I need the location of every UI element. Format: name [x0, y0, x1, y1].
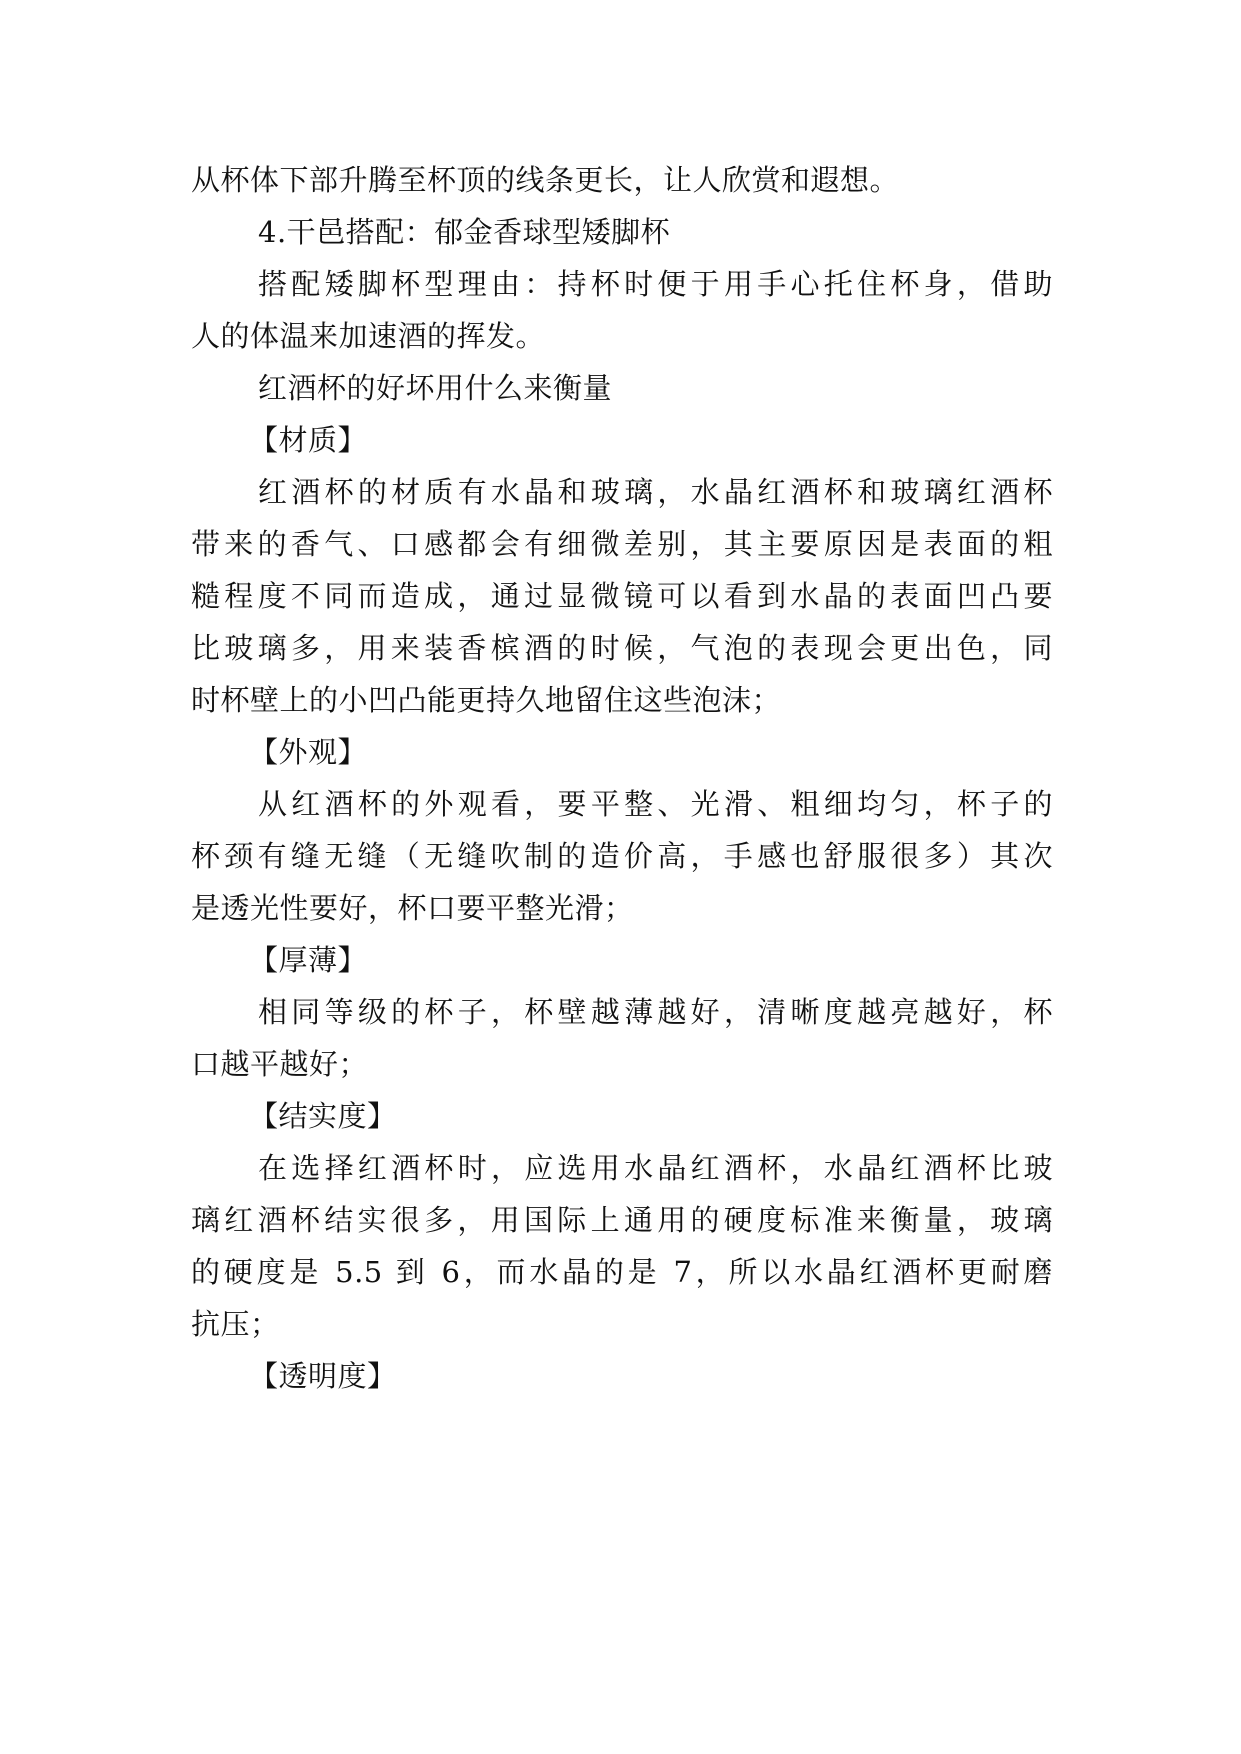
text-line-8: 带来的香气、口感都会有细微差别，其主要原因是表面的粗: [191, 527, 1053, 561]
text-line-9: 糙程度不同而造成，通过显微镜可以看到水晶的表面凹凸要: [191, 579, 1053, 613]
text-line-10: 比玻璃多，用来装香槟酒的时候，气泡的表现会更出色，同: [191, 631, 1053, 665]
text-line-21: 璃红酒杯结实很多，用国际上通用的硬度标准来衡量，玻璃: [191, 1203, 1053, 1237]
text-line-13: 从红酒杯的外观看，要平整、光滑、粗细均匀，杯子的: [258, 787, 1053, 821]
text-line-1: 从杯体下部升腾至杯顶的线条更长，让人欣赏和遐想。: [191, 163, 900, 197]
section-title: 红酒杯的好坏用什么来衡量: [258, 371, 613, 405]
heading-appearance: 【外观】: [249, 735, 368, 769]
text-line-20: 在选择红酒杯时，应选用水晶红酒杯，水晶红酒杯比玻: [258, 1151, 1053, 1185]
heading-thickness: 【厚薄】: [249, 943, 368, 977]
text-line-22: 的硬度是 5.5 到 6，而水晶的是 7，所以水晶红酒杯更耐磨: [191, 1255, 1053, 1289]
text-line-11: 时杯壁上的小凹凸能更持久地留住这些泡沫；: [191, 683, 782, 717]
heading-material: 【材质】: [249, 423, 368, 457]
text-line-3: 搭配矮脚杯型理由：持杯时便于用手心托住杯身，借助: [258, 267, 1053, 301]
text-line-17: 相同等级的杯子，杯壁越薄越好，清晰度越亮越好，杯: [258, 995, 1053, 1029]
text-line-23: 抗压；: [191, 1307, 280, 1341]
text-line-15: 是透光性要好，杯口要平整光滑；: [191, 891, 634, 925]
text-line-14: 杯颈有缝无缝（无缝吹制的造价高，手感也舒服很多）其次: [191, 839, 1053, 873]
heading-sturdiness: 【结实度】: [249, 1099, 397, 1133]
text-line-18: 口越平越好；: [191, 1047, 369, 1081]
text-line-2: 4.干邑搭配：郁金香球型矮脚杯: [258, 215, 671, 249]
heading-transparency: 【透明度】: [249, 1359, 397, 1393]
text-line-4: 人的体温来加速酒的挥发。: [191, 319, 546, 353]
text-line-7: 红酒杯的材质有水晶和玻璃，水晶红酒杯和玻璃红酒杯: [258, 475, 1053, 509]
